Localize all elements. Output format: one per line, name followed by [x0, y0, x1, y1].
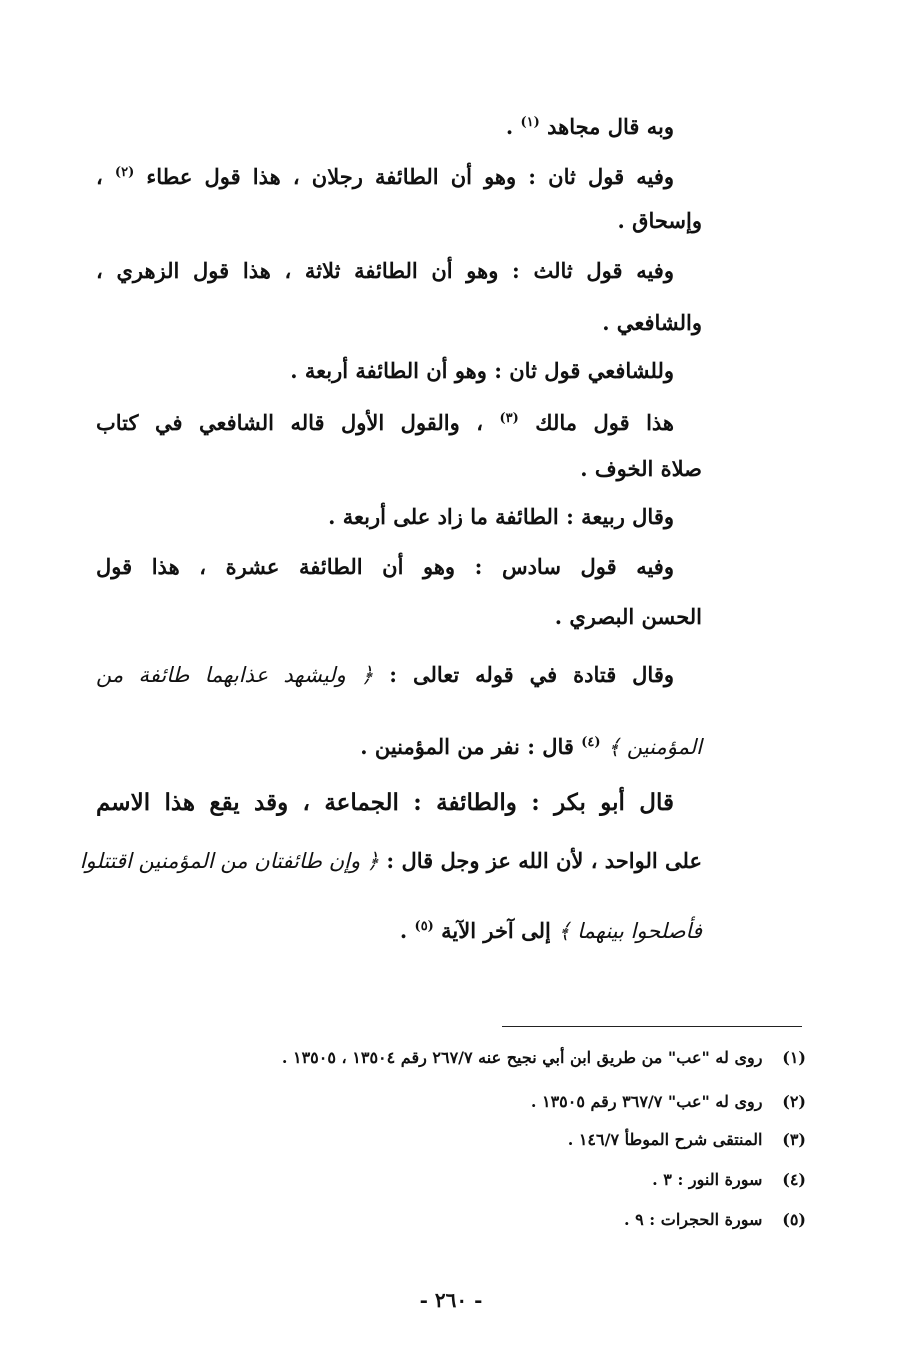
- line-text: صلاة الخوف .: [580, 456, 702, 481]
- footnote-number: (٤): [782, 1170, 806, 1189]
- text-line-7: [96, 404, 674, 438]
- footnote-number: (٣): [782, 1130, 806, 1149]
- line-text: وقال قتادة في قوله تعالى :: [389, 662, 675, 687]
- footnote-number: (٥): [782, 1210, 806, 1229]
- text-line-16: [400, 912, 702, 946]
- text-line-15: [79, 846, 702, 876]
- text-line-6: [290, 356, 674, 386]
- footnote-3: [568, 1128, 806, 1152]
- footnote-number: (٢): [782, 1092, 806, 1111]
- line-text: وفيه قول ثالث : وهو أن الطائفة ثلاثة ، هذا قول الزهري ،: [96, 258, 674, 283]
- quran-quote: المؤمنين ﴾: [607, 735, 702, 759]
- footnote-text: سورة الحجرات : ٩ .: [623, 1210, 763, 1229]
- text-line-9: [328, 502, 674, 532]
- text-line-4: [96, 256, 674, 286]
- line-tail: ،: [96, 164, 103, 189]
- line-text: والشافعي .: [602, 310, 702, 335]
- text-line-11: [555, 602, 702, 632]
- line-text: وفيه قول سادس : وهو أن الطائفة عشرة ، هذا قول: [96, 554, 674, 579]
- text-line-10: [96, 552, 674, 582]
- text-line-1: [506, 108, 674, 142]
- footnote-1: [282, 1046, 806, 1070]
- text-line-13: [360, 728, 702, 762]
- line-text: وفيه قول ثان : وهو أن الطائفة رجلان ، هذا قول عطاء: [146, 164, 675, 189]
- quran-quote: ﴿ وإن طائفتان من المؤمنين اقتتلوا: [79, 849, 380, 873]
- quran-quote: ﴿ وليشهد عذابهما طائفة من: [96, 663, 374, 687]
- speaker-label: قال أبو بكر: [554, 789, 674, 816]
- line-text: قال : نفر من المؤمنين .: [360, 734, 574, 759]
- line-text: وإسحاق .: [617, 208, 702, 233]
- line-text: ، والقول الأول قاله الشافعي في كتاب: [96, 410, 484, 435]
- page-number: - ٢٦٠ -: [419, 1288, 483, 1312]
- footnote-text: روى له "عب" ٣٦٧/٧ رقم ١٣٥٠٥ .: [530, 1092, 763, 1111]
- text-line-14: [96, 788, 674, 818]
- footnote-ref-3[interactable]: (٣): [499, 411, 519, 426]
- line-text: : والطائفة : الجماعة ، وقد يقع هذا الاسم: [96, 789, 540, 816]
- quran-quote: فأصلحوا بينهما ﴾: [558, 919, 702, 943]
- footnote-ref-1[interactable]: (١): [520, 115, 540, 130]
- text-line-8: [580, 454, 702, 484]
- footnote-text: المنتقى شرح الموطأ ١٤٦/٧ .: [567, 1130, 763, 1149]
- line-text: الحسن البصري .: [554, 604, 702, 629]
- text-line-3: [618, 206, 702, 236]
- text-line-12: [96, 660, 674, 690]
- footnote-ref-4[interactable]: (٤): [581, 735, 601, 750]
- line-tail: .: [505, 114, 514, 139]
- footnote-text: روى له "عب" من طريق ابن أبي نجيح عنه ٢٦٧/٧ رقم ١٣٥٠٤ ، ١٣٥٠٥ .: [281, 1048, 763, 1067]
- footnote-divider: [502, 1026, 802, 1027]
- line-tail: .: [399, 918, 408, 943]
- line-text: على الواحد ، لأن الله عز وجل قال :: [386, 848, 702, 873]
- footnote-number: (١): [782, 1048, 806, 1067]
- footnote-text: سورة النور : ٣ .: [652, 1170, 763, 1189]
- footnote-ref-2[interactable]: (٢): [114, 165, 135, 180]
- footnote-5: [624, 1208, 806, 1232]
- footnote-2: [531, 1090, 806, 1114]
- line-text: وللشافعي قول ثان : وهو أن الطائفة أربعة .: [290, 358, 674, 383]
- line-text: وبه قال مجاهد: [547, 114, 674, 139]
- line-text: إلى آخر الآية: [441, 918, 551, 943]
- footnote-ref-5[interactable]: (٥): [414, 919, 434, 934]
- footnote-4: [652, 1168, 806, 1192]
- text-line-5: [602, 308, 702, 338]
- line-text: هذا قول مالك: [535, 410, 675, 435]
- text-line-2: [96, 158, 674, 192]
- line-text: وقال ربيعة : الطائفة ما زاد على أربعة .: [328, 504, 674, 529]
